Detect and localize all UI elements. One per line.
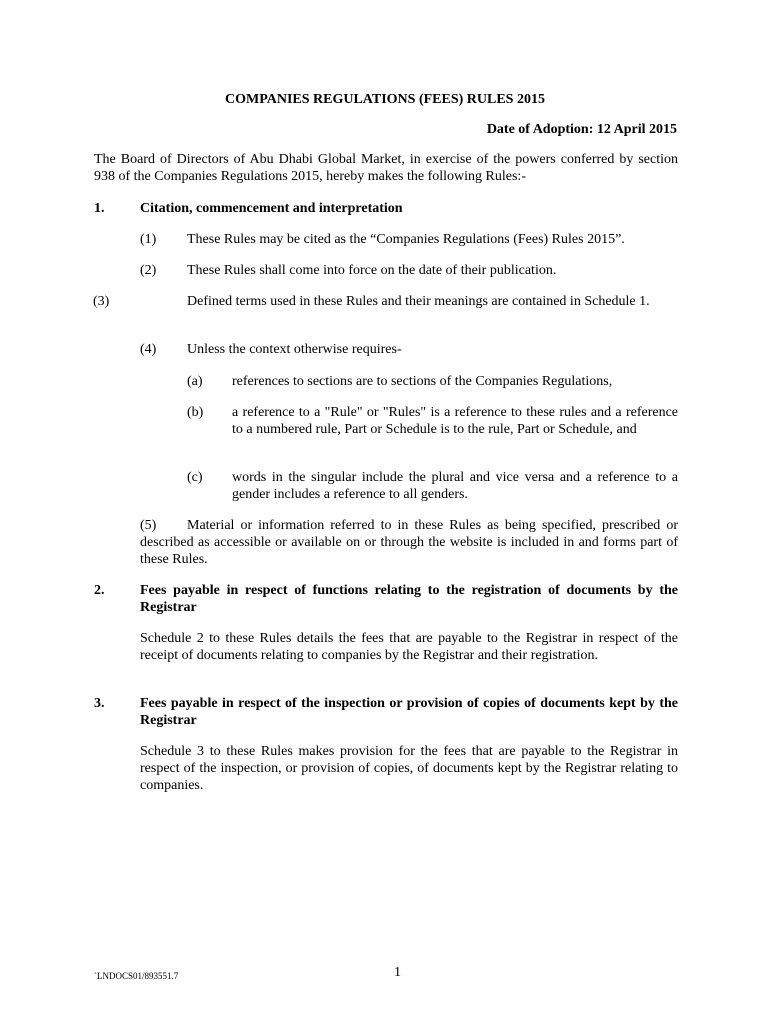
section-number: 1. [94,201,105,216]
section-heading: Citation, commencement and interpretation [140,201,403,216]
section-number: 3. [94,696,105,711]
page-number: 1 [394,965,401,980]
paragraph-text [140,517,678,568]
item-text: words in the singular include the plural and vice versa and a reference to a gender includes a reference to all genders. [232,470,678,502]
section-body: Schedule 3 to these Rules makes provision for the fees that are payable to the Registrar in respect of the inspection, or provision of copies, of documents kept by the Registrar relating to companies. [140,744,678,793]
paragraph-text [93,293,678,310]
paragraph-text: Unless the context otherwise requires- [187,342,402,357]
paragraph-number: (3) [93,294,110,309]
paragraph-body: Defined terms used in these Rules and their meanings are contained in Schedule 1. [187,294,650,309]
item-text: a reference to a "Rule" or "Rules" is a reference to these rules and a reference to a numbered rule, Part or Schedule is to the rule, Part or Schedule, and [232,405,678,437]
paragraph-number: (1) [140,232,157,247]
paragraph-number: (2) [140,263,157,278]
section-body: Schedule 2 to these Rules details the fees that are payable to the Registrar in respect of the receipt of documents relating to companies by the Registrar and their registration. [140,631,678,663]
item-text: references to sections are to sections of the Companies Regulations, [232,374,613,389]
section-number: 2. [94,583,105,598]
item-number: (a) [187,374,203,389]
date-of-adoption: Date of Adoption: 12 April 2015 [486,122,677,137]
section-heading: Fees payable in respect of functions relating to the registration of documents by the Registrar [140,583,678,615]
document-title: COMPANIES REGULATIONS (FEES) RULES 2015 [225,92,545,107]
document-reference: `LNDOCS01/893551.7 [94,971,179,981]
paragraph-text: These Rules shall come into force on the date of their publication. [187,263,557,278]
item-number: (c) [187,470,203,485]
preamble: The Board of Directors of Abu Dhabi Global Market, in exercise of the powers conferred by section 938 of the Companies Regulations 2015, hereby makes the following Rules:- [94,152,678,184]
item-number: (b) [187,405,204,420]
paragraph-number: (4) [140,342,157,357]
paragraph-body: Material or information referred to in these Rules as being specified, prescribed or described as accessible or available on or through the website is included in and forms part of these Rules. [140,518,678,567]
paragraph-number-inline: (5) [140,518,157,533]
section-heading: Fees payable in respect of the inspection or provision of copies of documents kept by the Registrar [140,696,678,728]
paragraph-text: These Rules may be cited as the “Companies Regulations (Fees) Rules 2015”. [187,232,625,247]
